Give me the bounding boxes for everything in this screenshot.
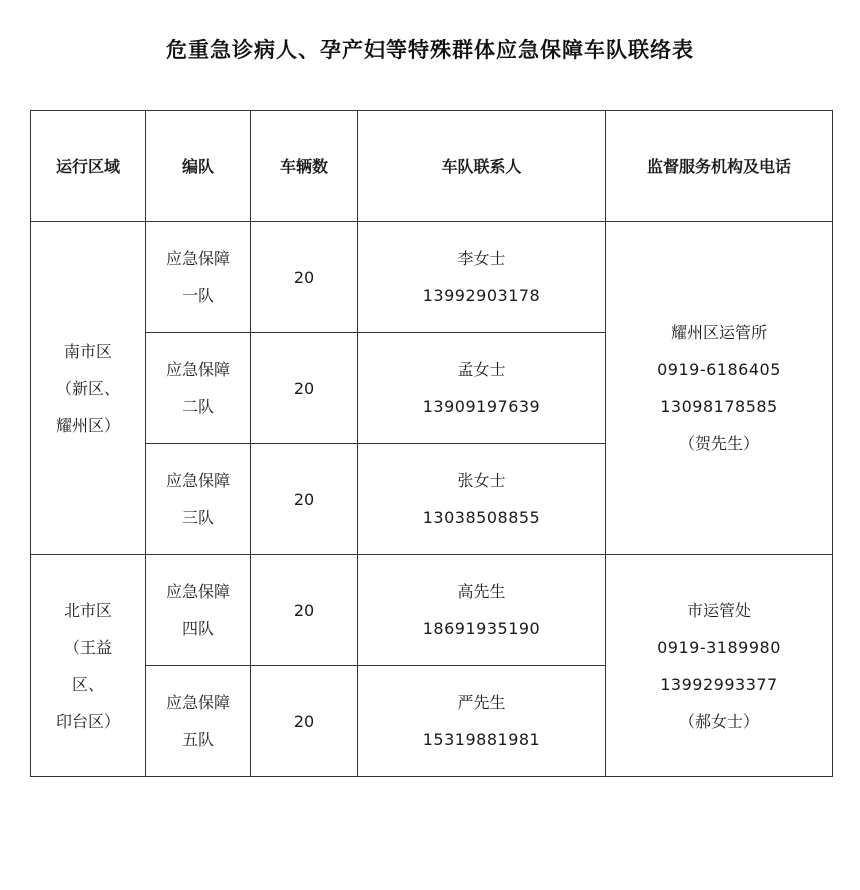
region-line: 印台区） [55, 711, 120, 731]
team-cell [146, 555, 251, 666]
team-line: 应急保障 [165, 360, 230, 379]
team-line: 应急保障 [165, 471, 230, 490]
vehicles-cell: 20 [251, 666, 358, 777]
team-cell [146, 333, 251, 444]
table-row [31, 555, 833, 666]
team-line: 一队 [181, 286, 214, 305]
region-line: 北市区 [63, 600, 112, 620]
header-supervisor: 监督服务机构及电话 [606, 111, 833, 222]
supervisor-person: （贺先生） [678, 434, 759, 453]
team-line: 应急保障 [165, 582, 230, 601]
supervisor-name: 耀州区运管所 [670, 323, 767, 342]
region-cell [31, 222, 146, 555]
region-line: 耀州区） [55, 415, 120, 435]
team-line: 二队 [181, 397, 214, 416]
header-vehicles: 车辆数 [251, 111, 358, 222]
contact-cell [358, 555, 606, 666]
contact-cell [358, 222, 606, 333]
supervisor-phone: 0919-3189980 [657, 637, 781, 657]
supervisor-mobile: 13992993377 [660, 674, 778, 694]
contact-cell [358, 333, 606, 444]
contact-phone: 18691935190 [422, 619, 541, 638]
contact-name: 李女士 [457, 249, 506, 268]
team-cell [146, 444, 251, 555]
team-line: 应急保障 [165, 693, 230, 712]
supervisor-mobile: 13098178585 [660, 397, 778, 416]
contact-name: 孟女士 [457, 360, 506, 379]
vehicles-cell: 20 [251, 555, 358, 666]
page-title: 危重急诊病人、孕产妇等特殊群体应急保障车队联络表 [166, 38, 694, 62]
header-team: 编队 [146, 111, 251, 222]
supervisor-name: 市运管处 [686, 600, 751, 620]
vehicles-cell: 20 [251, 444, 358, 555]
contact-phone: 13038508855 [422, 508, 541, 527]
team-line: 四队 [181, 619, 214, 638]
contact-phone: 13992903178 [422, 286, 541, 305]
team-line: 应急保障 [165, 249, 230, 268]
region-line: 南市区 [63, 341, 112, 361]
supervisor-cell [606, 555, 833, 777]
contact-table [30, 110, 833, 777]
contact-phone: 13909197639 [422, 397, 541, 416]
contact-cell [358, 444, 606, 555]
contact-cell [358, 666, 606, 777]
team-line: 五队 [181, 730, 214, 749]
vehicles-cell: 20 [251, 222, 358, 333]
team-cell [146, 222, 251, 333]
vehicles-cell: 20 [251, 333, 358, 444]
supervisor-person: （郝女士） [678, 711, 759, 731]
table-row [31, 222, 833, 333]
region-line: （王益 [63, 637, 112, 657]
team-line: 三队 [181, 508, 214, 527]
region-cell [31, 555, 146, 777]
header-region: 运行区域 [31, 111, 146, 222]
supervisor-phone: 0919-6186405 [657, 360, 781, 379]
team-cell [146, 666, 251, 777]
supervisor-cell [606, 222, 833, 555]
header-contact: 车队联系人 [358, 111, 606, 222]
region-line: 区、 [71, 674, 104, 694]
contact-name: 张女士 [457, 471, 506, 490]
contact-name: 严先生 [457, 693, 506, 712]
contact-name: 高先生 [457, 582, 506, 601]
contact-phone: 15319881981 [422, 730, 541, 749]
table-header-row [31, 111, 833, 222]
region-line: （新区、 [55, 378, 120, 398]
